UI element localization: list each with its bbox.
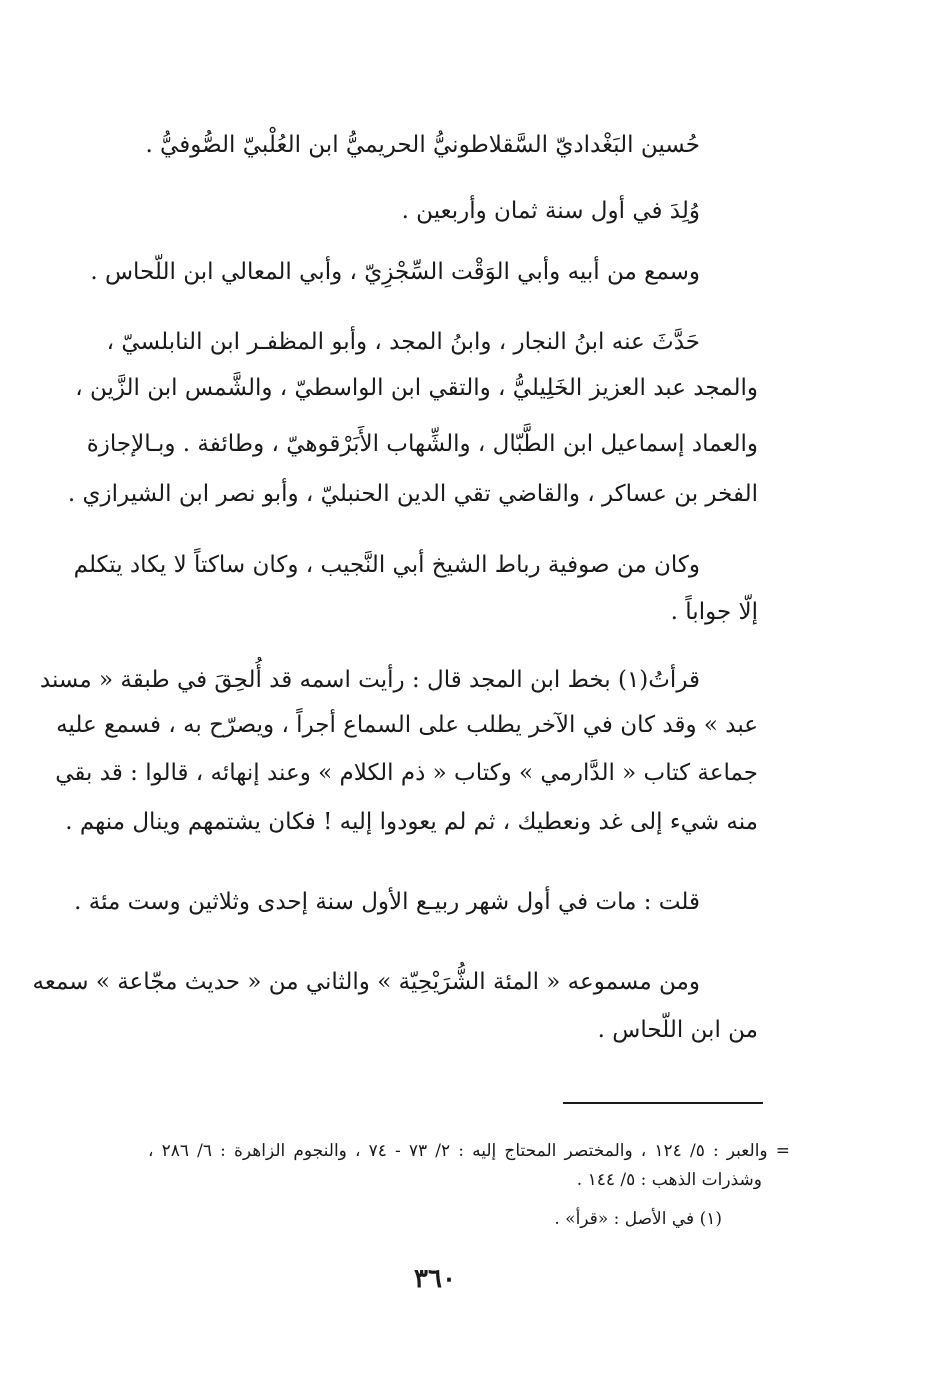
- body-line-15: ومن مسموعه « المئة الشُّرَيْحِيّة » والثاني من « حديث مجّاعة » سمعه: [32, 969, 700, 995]
- body-line-13: منه شيء إلى غد ونعطيك ، ثم لم يعودوا إليه ! فكان يشتمهم وينال منهم .: [65, 809, 758, 835]
- body-line-10: قرأتُ(١) بخط ابن المجد قال : رأيت اسمه قد أُلحِقَ في طبقة « مسند: [39, 667, 700, 693]
- body-line-5: والمجد عبد العزيز الخَلِيليُّ ، والتقي ابن الواسطيّ ، والشَّمس ابن الزَّين ،: [75, 375, 758, 401]
- body-line-12: جماعة كتاب « الدَّارمي » وكتاب « ذم الكلام » وعند إنهائه ، قالوا : قد بقي: [55, 760, 758, 786]
- body-line-8: وكان من صوفية رباط الشيخ أبي النَّجيب ، وكان ساكتاً لا يكاد يتكلم: [73, 552, 700, 578]
- footnote-1: (١) في الأصل : «قرأ» .: [554, 1209, 722, 1229]
- body-line-3: وسمع من أبيه وأبي الوَقْت السِّجْزِيّ ، وأبي المعالي ابن اللّحاس .: [90, 259, 700, 285]
- body-line-1: حُسين البَغْداديّ السَّقلاطونيُّ الحريميُّ ابن العُلْبيّ الصُّوفيُّ .: [145, 132, 700, 158]
- body-line-4: حَدَّثَ عنه ابنُ النجار ، وابنُ المجد ، وأبو المظفـر ابن النابلسيّ ،: [106, 329, 700, 355]
- footnote-line-1: = والعبر : ٥/ ١٢٤ ، والمختصر المحتاج إليه : ٢/ ٧٣ - ٧٤ ، والنجوم الزاهرة : ٦/ ٢٨٦ ،: [148, 1141, 790, 1161]
- body-line-14: قلت : مات في أول شهر ربيـع الأول سنة إحدى وثلاثين وست مئة .: [74, 889, 700, 915]
- body-line-9: إلّا جواباً .: [670, 599, 758, 625]
- footnote-separator: [563, 1102, 763, 1104]
- body-line-7: الفخر بن عساكر ، والقاضي تقي الدين الحنبليّ ، وأبو نصر ابن الشيرازي .: [67, 481, 758, 507]
- body-line-11: عبد » وقد كان في الآخر يطلب على السماع أجراً ، ويصرّح به ، فسمع عليه: [56, 712, 758, 738]
- body-line-16: من ابن اللّحاس .: [597, 1017, 758, 1043]
- page-number: ٣٦٠: [414, 1264, 456, 1294]
- body-line-6: والعماد إسماعيل ابن الطَّبّال ، والشِّهاب الأَبَرْقوهيّ ، وطائفة . وبـالإجازة: [86, 431, 758, 457]
- footnote-line-2: وشذرات الذهب : ٥/ ١٤٤ .: [576, 1170, 762, 1190]
- body-line-2: وُلِدَ في أول سنة ثمان وأربعين .: [401, 198, 700, 224]
